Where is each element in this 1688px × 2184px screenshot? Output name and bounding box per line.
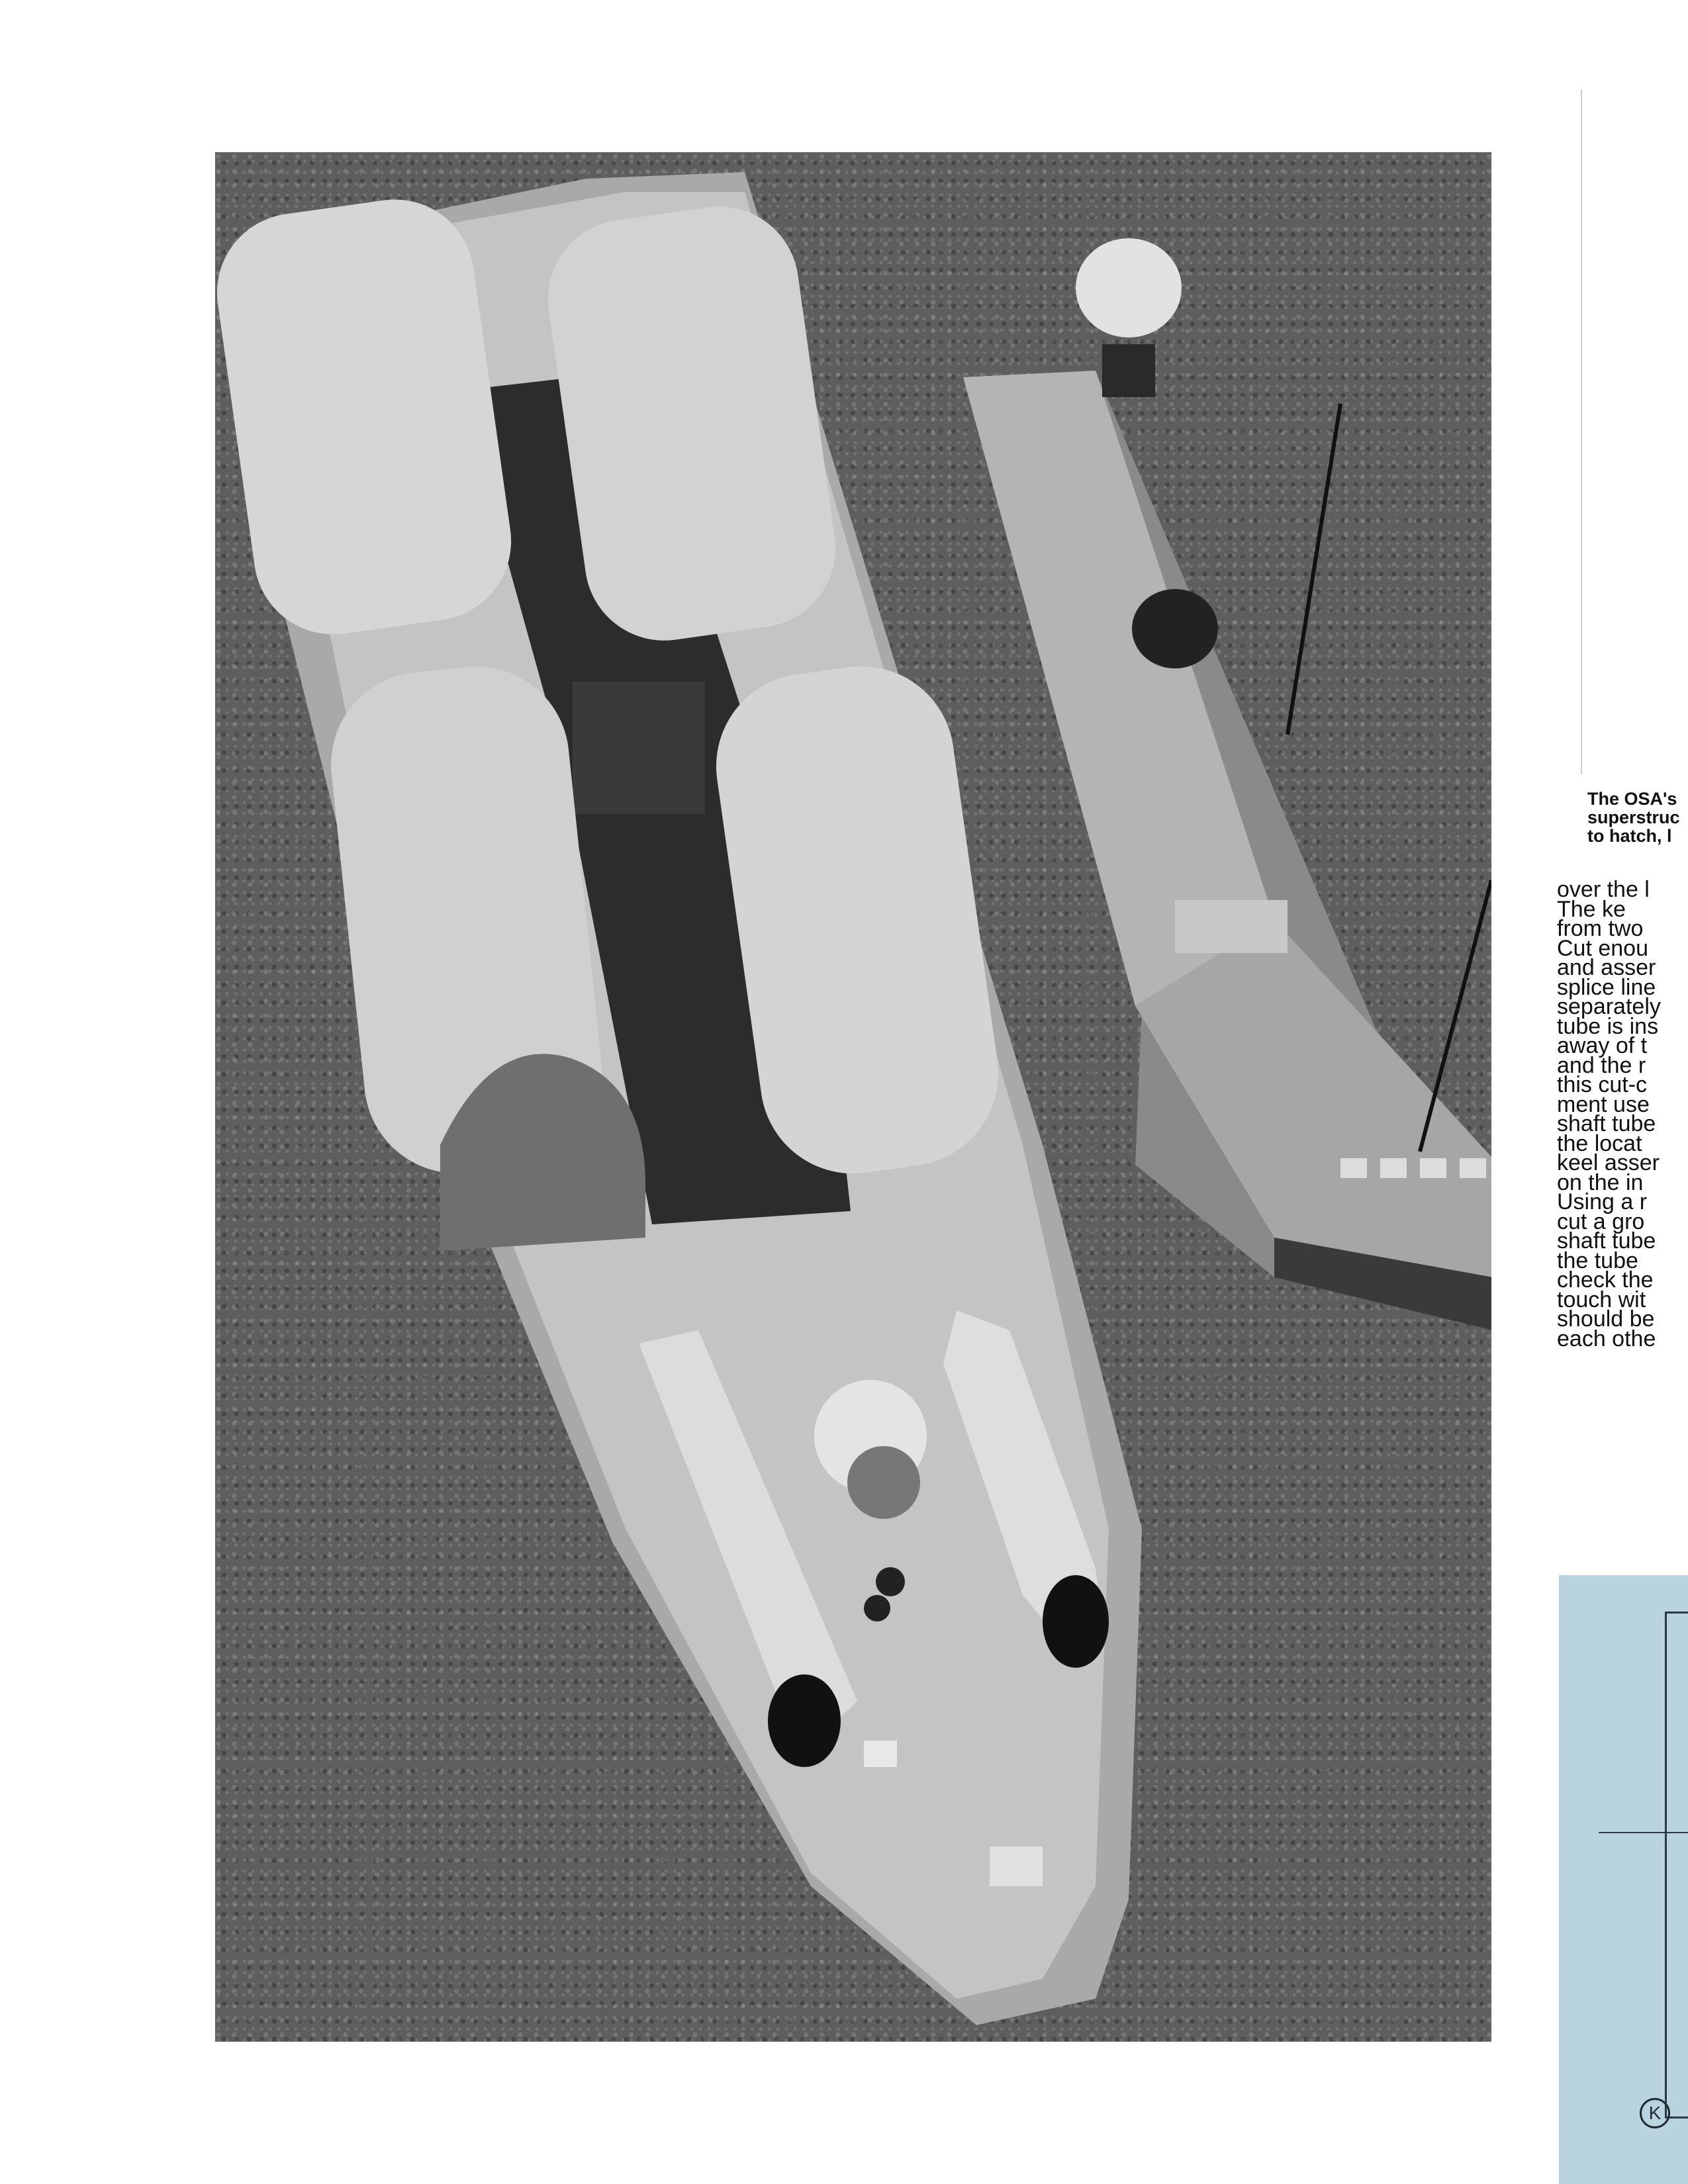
text-line: away of t	[1557, 1033, 1648, 1058]
drawing-reference-line	[1599, 1832, 1688, 1833]
text-line: and the r	[1557, 1052, 1646, 1078]
text-line: each othe	[1557, 1326, 1656, 1349]
text-line: separately	[1557, 994, 1661, 1019]
text-line: shaft tube	[1557, 1228, 1656, 1253]
text-line: should be	[1557, 1306, 1655, 1332]
text-line: on the in	[1557, 1169, 1644, 1195]
text-line: shaft tube	[1557, 1111, 1656, 1136]
text-line: cut a gro	[1557, 1208, 1645, 1234]
boat-model-photo	[215, 152, 1491, 2042]
text-line: keel asser	[1557, 1150, 1660, 1175]
drawing-outline	[1665, 1612, 1688, 2118]
article-body-column	[1557, 880, 1688, 1349]
caption-line: The OSA's	[1587, 790, 1677, 809]
text-line: from two	[1557, 916, 1644, 941]
photo-illustration	[215, 152, 1491, 2042]
text-line: tube is ins	[1557, 1013, 1659, 1039]
adjacent-photo-frame	[1581, 89, 1688, 774]
text-line: Cut enou	[1557, 935, 1648, 961]
text-line: splice line	[1557, 974, 1656, 1000]
text-line: The ke	[1557, 896, 1626, 922]
text-line: ment use	[1557, 1091, 1650, 1117]
text-line: check the	[1557, 1267, 1654, 1293]
text-line: this cut-c	[1557, 1072, 1648, 1097]
text-line: touch wit	[1557, 1287, 1646, 1312]
plan-drawing	[1559, 1575, 1688, 2184]
photo-caption	[1587, 790, 1688, 845]
caption-line: to hatch, l	[1587, 826, 1672, 845]
text-line: over the l	[1557, 880, 1650, 902]
drawing-marker: K	[1640, 2098, 1670, 2128]
text-line: Using a r	[1557, 1189, 1648, 1214]
text-line: the tube	[1557, 1248, 1638, 1273]
text-line: the locat	[1557, 1130, 1642, 1156]
text-line: and asser	[1557, 955, 1656, 980]
caption-line: superstruc	[1587, 807, 1680, 827]
